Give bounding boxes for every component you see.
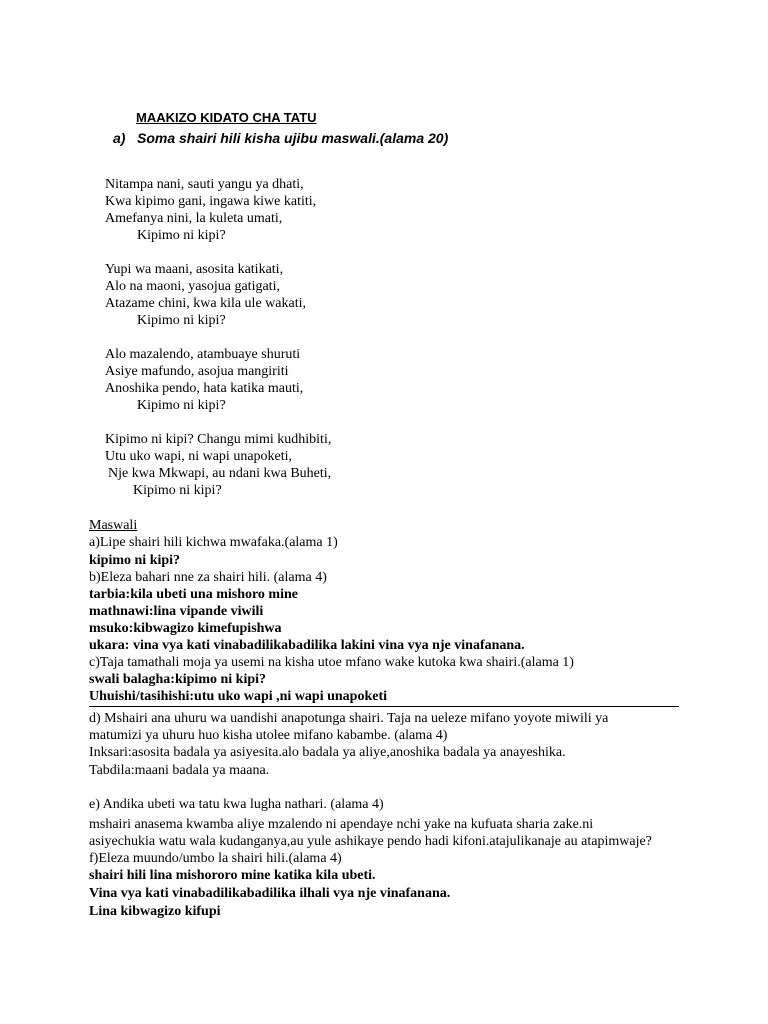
poem-line: Anoshika pendo, hata katika mauti, [105, 381, 304, 396]
question-b: b)Eleza bahari nne za shairi hili. (alama 4) [89, 570, 327, 585]
question-e: e) Andika ubeti wa tatu kwa lugha nathari. (alama 4) [89, 797, 384, 812]
answer-b-line: tarbia:kila ubeti una mishoro mine [89, 587, 298, 602]
instruction-text: Soma shairi hili kisha ujibu maswali.(alama 20) [137, 130, 449, 146]
answer-f-line: Lina kibwagizo kifupi [89, 904, 221, 919]
poem-refrain: Kipimo ni kipi? [137, 228, 226, 243]
answer-b-line: msuko:kibwagizo kimefupishwa [89, 621, 282, 636]
poem-line: Yupi wa maani, asosita katikati, [105, 262, 284, 277]
answer-d-line: Inksari:asosita badala ya asiyesita.alo badala ya aliye,anoshika badala ya anayeshika. [89, 745, 566, 760]
question-c: c)Taja tamathali moja ya usemi na kisha utoe mfano wake kutoka kwa shairi.(alama 1) [89, 655, 574, 670]
poem-refrain: Kipimo ni kipi? [137, 398, 226, 413]
poem-refrain: Kipimo ni kipi? [137, 313, 226, 328]
answer-b-line: mathnawi:lina vipande viwili [89, 604, 264, 619]
poem-line: Asiye mafundo, asojua mangiriti [105, 364, 289, 379]
question-d-line: d) Mshairi ana uhuru wa uandishi anapotunga shairi. Taja na ueleze mifano yoyote miwili ya [89, 711, 609, 726]
answer-e-line: mshairi anasema kwamba aliye mzalendo ni apendaye nchi yake na kufuata sharia zake.ni [89, 817, 594, 832]
poem-line: Amefanya nini, la kuleta umati, [105, 211, 283, 226]
answer-a: kipimo ni kipi? [89, 553, 181, 568]
section-divider [89, 706, 679, 707]
document-title: MAAKIZO KIDATO CHA TATU [136, 110, 317, 125]
answer-d-line: Tabdila:maani badala ya maana. [89, 763, 270, 778]
question-a: a)Lipe shairi hili kichwa mwafaka.(alama 1) [89, 535, 338, 550]
poem-line: Kipimo ni kipi? Changu mimi kudhibiti, [105, 432, 332, 447]
question-f: f)Eleza muundo/umbo la shairi hili.(alama 4) [89, 851, 342, 866]
answer-f-line: shairi hili lina mishororo mine katika kila ubeti. [89, 868, 376, 883]
poem-line: Nitampa nani, sauti yangu ya dhati, [105, 177, 304, 192]
answer-c-line: swali balagha:kipimo ni kipi? [89, 672, 267, 687]
poem-line: Alo na maoni, yasojua gatigati, [105, 279, 280, 294]
answer-c-line: Uhuishi/tasihishi:utu uko wapi ,ni wapi unapoketi [89, 689, 388, 704]
instruction-marker: a) [113, 130, 126, 146]
poem-line: Atazame chini, kwa kila ule wakati, [105, 296, 306, 311]
poem-line: Kwa kipimo gani, ingawa kiwe katiti, [105, 194, 317, 209]
answer-e-line: asiyechukia watu wala kudanganya,au yule ashikaye pendo hadi kifoni.atajulikanaje au atapimwaje? [89, 834, 652, 849]
questions-heading: Maswali [89, 518, 138, 533]
poem-line: Nje kwa Mkwapi, au ndani kwa Buheti, [108, 466, 332, 481]
answer-f-line: Vina vya kati vinabadilikabadilika ilhali vya nje vinafanana. [89, 886, 451, 901]
poem-line: Utu uko wapi, ni wapi unapoketi, [105, 449, 293, 464]
question-d-line: matumizi ya uhuru huo kisha utolee mifano kabambe. (alama 4) [89, 728, 448, 743]
poem-line: Alo mazalendo, atambuaye shuruti [105, 347, 301, 362]
poem-refrain: Kipimo ni kipi? [133, 483, 222, 498]
answer-b-line: ukara: vina vya kati vinabadilikabadilika lakini vina vya nje vinafanana. [89, 638, 525, 653]
